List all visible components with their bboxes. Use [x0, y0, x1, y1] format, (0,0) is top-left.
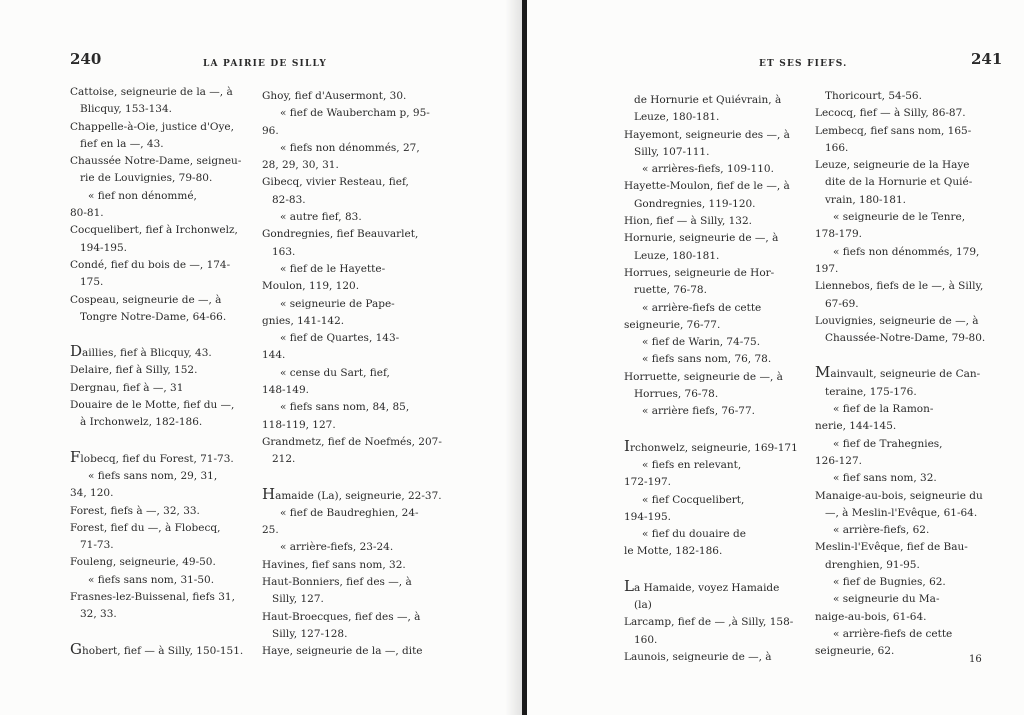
index-entry-continuation: 32, 33.: [80, 608, 117, 621]
index-entry: [815, 278, 995, 313]
index-entry-continuation: naige-au-bois, 61-64.: [815, 610, 927, 623]
gutter-shadow: [505, 0, 522, 715]
index-entry: [624, 230, 804, 265]
section-gap: [262, 469, 447, 486]
index-entry-continuation: ruette, 76-78.: [634, 284, 707, 297]
index-entry-text: Mainvault, seigneurie de Can-: [815, 363, 981, 382]
section-gap: [70, 432, 250, 449]
index-entry-text: « arrière fiefs, 76-77.: [642, 405, 755, 418]
index-entry-continuation: le Motte, 182-186.: [624, 545, 723, 558]
index-entry: [815, 88, 995, 105]
running-head-left: LA PAIRIE DE SILLY: [203, 59, 328, 69]
index-entry: [815, 436, 995, 471]
index-column-right-2: [815, 88, 995, 661]
index-entry-text: Daillies, fief à Blicquy, 43.: [70, 342, 212, 361]
index-entry: [624, 369, 804, 404]
index-entry-continuation: dite de la Hornurie et Quié-: [825, 176, 973, 189]
index-entry: [70, 362, 250, 379]
index-entry-text: Douaire de le Motte, fief du —,: [70, 399, 235, 412]
index-entry-text: « seigneurie de Pape-: [280, 297, 395, 310]
index-entry: [624, 300, 804, 335]
section-gap: [624, 561, 804, 578]
index-entry-text: Chaussée Notre-Dame, seigneu-: [70, 155, 242, 168]
index-entry-text: « fiefs sans nom, 31-50.: [88, 573, 215, 586]
index-entry-continuation: Gondregnies, 119-120.: [634, 197, 756, 210]
index-entry-continuation: 67-69.: [825, 297, 859, 310]
index-entry: [815, 401, 995, 436]
index-entry-continuation: 71-73.: [80, 539, 114, 552]
index-entry: [70, 589, 250, 624]
running-head-right: ET SES FIEFS.: [759, 59, 848, 69]
index-entry-text: « cense du Sart, fief,: [280, 366, 390, 379]
index-entry: [262, 539, 447, 556]
index-entry-text: Flobecq, fief du Forest, 71-73.: [70, 447, 234, 466]
index-entry: [815, 626, 995, 661]
index-entry-text: Delaire, fief à Silly, 152.: [70, 364, 198, 377]
index-entry-text: « fief de Warin, 74-75.: [642, 336, 761, 349]
index-entry-text: « fief sans nom, 32.: [833, 472, 937, 485]
index-entry: [70, 343, 250, 362]
index-entry-text: Cospeau, seigneurie de —, à: [70, 293, 222, 306]
index-entry: [815, 105, 995, 122]
index-entry: [815, 209, 995, 244]
index-entry-continuation: Chaussée-Notre-Dame, 79-80.: [825, 332, 986, 345]
index-entry-continuation: 34, 120.: [70, 487, 114, 500]
index-entry-text: « arrière-fiefs de cette: [642, 301, 762, 314]
index-entry-continuation: 212.: [272, 453, 296, 466]
index-entry-text: « fief de Bugnies, 62.: [833, 576, 946, 589]
index-entry-text: Ghobert, fief — à Silly, 150-151.: [70, 639, 244, 658]
index-entry-continuation: drenghien, 91-95.: [825, 558, 920, 571]
index-entry-text: Launois, seigneurie de —, à: [624, 650, 772, 663]
index-entry-text: « fiefs sans nom, 76, 78.: [642, 353, 772, 366]
index-entry: [262, 609, 447, 644]
index-entry: [815, 244, 995, 279]
index-entry-continuation: vrain, 180-181.: [825, 193, 906, 206]
index-entry-text: Haye, seigneurie de la —, dite: [262, 645, 423, 658]
index-entry-continuation: rie de Louvignies, 79-80.: [80, 172, 213, 185]
index-entry-text: Gibecq, vivier Resteau, fief,: [262, 176, 409, 189]
index-entry-text: « fiefs non dénommés, 27,: [280, 141, 420, 154]
index-entry: [815, 313, 995, 348]
index-entry-continuation: Tongre Notre-Dame, 64-66.: [80, 310, 227, 323]
index-entry: [262, 643, 447, 660]
index-entry-text: Forest, fiefs à —, 32, 33.: [70, 504, 200, 517]
index-column-left-2: [262, 88, 447, 661]
index-entry-continuation: Silly, 127-128.: [272, 627, 348, 640]
index-entry: [624, 213, 804, 230]
index-entry-text: Havines, fief sans nom, 32.: [262, 558, 406, 571]
section-gap: [624, 421, 804, 438]
index-entry: [70, 641, 250, 660]
index-entry-text: « fief de Quartes, 143-: [280, 332, 400, 345]
index-entry-text: Meslin-l'Evêque, fief de Bau-: [815, 541, 968, 554]
index-entry: [70, 153, 250, 188]
index-entry: [815, 123, 995, 158]
section-gap: [815, 347, 995, 364]
index-entry-continuation: nerie, 144-145.: [815, 420, 897, 433]
index-entry-continuation: 194-195.: [624, 510, 671, 523]
index-entry-text: Cocquelibert, fief à Irchonwelz,: [70, 224, 238, 237]
index-entry-text: « fief du douaire de: [642, 528, 746, 541]
index-entry: [624, 127, 804, 162]
index-column-right-1: [624, 92, 804, 666]
index-entry: [624, 614, 804, 649]
index-entry: [262, 226, 447, 261]
index-entry: [624, 403, 804, 420]
index-entry: [262, 296, 447, 331]
index-entry-text: « fief Cocquelibert,: [642, 493, 745, 506]
index-entry: [624, 457, 804, 492]
index-entry-continuation: 126-127.: [815, 454, 862, 467]
index-entry-text: Manaige-au-bois, seigneurie du: [815, 489, 983, 502]
index-entry-text: Thoricourt, 54-56.: [825, 90, 922, 102]
index-entry-text: Haut-Broecques, fief des —, à: [262, 610, 421, 623]
index-entry: [815, 470, 995, 487]
section-gap: [70, 326, 250, 343]
index-entry: [624, 438, 804, 457]
index-entry: [624, 578, 804, 615]
index-entry-text: Hornurie, seigneurie de —, à: [624, 232, 779, 245]
index-entry-continuation: 194-195.: [80, 241, 127, 254]
index-entry-continuation: seigneurie, 76-77.: [624, 318, 721, 331]
index-entry-continuation: 144.: [262, 349, 286, 362]
index-entry-continuation: Leuze, 180-181.: [634, 111, 720, 124]
index-entry-continuation: à Irchonwelz, 182-186.: [80, 416, 203, 429]
index-entry-text: « seigneurie du Ma-: [833, 593, 940, 606]
index-entry: [624, 649, 804, 666]
index-entry-text: Haut-Bonniers, fief des —, à: [262, 576, 412, 589]
index-entry-continuation: Blicquy, 153-134.: [80, 103, 172, 116]
index-entry-text: « arrière-fiefs, 23-24.: [280, 541, 394, 554]
index-entry-text: de Hornurie et Quiévrain, à: [634, 94, 782, 106]
index-entry: [262, 434, 447, 469]
index-entry-text: Lecocq, fief — à Silly, 86-87.: [815, 107, 966, 120]
index-entry-text: Leuze, seigneurie de la Haye: [815, 159, 970, 172]
index-entry: [624, 92, 804, 127]
index-entry-text: Irchonwelz, seigneurie, 169-171: [624, 436, 798, 455]
index-entry: [70, 84, 250, 119]
index-entry-text: Grandmetz, fief de Noefmés, 207-: [262, 435, 442, 448]
index-entry: [262, 140, 447, 175]
index-entry: [262, 209, 447, 226]
index-entry-text: Fouleng, seigneurie, 49-50.: [70, 556, 216, 569]
index-entry-continuation: fief en la —, 43.: [80, 137, 164, 150]
index-entry: [262, 105, 447, 140]
index-entry-text: La Hamaide, voyez Hamaide: [624, 576, 780, 595]
index-entry-text: « arrière-fiefs, 62.: [833, 524, 930, 537]
index-entry-continuation: 172-197.: [624, 476, 671, 489]
index-entry: [70, 380, 250, 397]
index-entry-text: Forest, fief du —, à Flobecq,: [70, 521, 221, 534]
index-entry: [70, 397, 250, 432]
right-page: [527, 0, 1024, 715]
index-entry-text: Horruette, seigneurie de —, à: [624, 370, 783, 383]
index-entry-continuation: teraine, 175-176.: [825, 385, 917, 398]
index-entry-continuation: Leuze, 180-181.: [634, 249, 720, 262]
index-entry: [262, 330, 447, 365]
index-entry-text: Larcamp, fief de — ,à Silly, 158-: [624, 616, 794, 629]
index-entry-continuation: gnies, 141-142.: [262, 314, 345, 327]
index-entry-text: Cattoise, seigneurie de la —, à: [70, 86, 233, 98]
index-entry: [262, 399, 447, 434]
section-gap: [70, 624, 250, 641]
index-entry: [262, 261, 447, 296]
index-entry-text: Hion, fief — à Silly, 132.: [624, 215, 753, 228]
signature-mark: 16: [969, 654, 982, 665]
index-entry-text: « fief de Trahegnies,: [833, 437, 943, 450]
index-entry: [624, 265, 804, 300]
index-entry: [624, 492, 804, 527]
index-entry-continuation: 96.: [262, 124, 279, 137]
index-entry: [624, 351, 804, 368]
index-entry-continuation: 28, 29, 30, 31.: [262, 159, 339, 172]
index-entry-continuation: 80-81.: [70, 207, 104, 220]
index-entry: [70, 292, 250, 327]
index-entry: [262, 174, 447, 209]
index-entry: [815, 522, 995, 539]
index-entry-text: Chappelle-à-Oie, justice d'Oye,: [70, 120, 234, 133]
index-entry-continuation: Silly, 127.: [272, 593, 324, 606]
index-entry: [262, 557, 447, 574]
index-entry-text: Ghoy, fief d'Ausermont, 30.: [262, 90, 407, 102]
index-entry: [70, 449, 250, 468]
index-entry-text: « fief de Waubercham p, 95-: [280, 107, 430, 120]
index-entry: [262, 574, 447, 609]
index-entry-text: Frasnes-lez-Buissenal, fiefs 31,: [70, 591, 235, 604]
index-entry: [70, 468, 250, 503]
index-entry-continuation: 166.: [825, 141, 849, 154]
index-entry: [70, 503, 250, 520]
index-entry: [815, 157, 995, 209]
index-entry-continuation: 118-119, 127.: [262, 418, 336, 431]
index-column-left-1: [70, 84, 250, 660]
index-entry-text: « fief de le Hayette-: [280, 262, 386, 275]
index-entry-text: Lembecq, fief sans nom, 165-: [815, 124, 972, 137]
index-entry-text: Horrues, seigneurie de Hor-: [624, 266, 775, 279]
index-entry-continuation: Horrues, 76-78.: [634, 388, 719, 401]
index-entry: [815, 574, 995, 591]
index-entry: [70, 119, 250, 154]
index-entry-text: « fiefs sans nom, 84, 85,: [280, 401, 410, 414]
index-entry-text: « fiefs en relevant,: [642, 458, 742, 471]
index-entry-text: « fief de Baudreghien, 24-: [280, 506, 419, 519]
index-entry: [262, 505, 447, 540]
index-entry-text: « seigneurie de le Tenre,: [833, 211, 966, 224]
index-entry: [624, 526, 804, 561]
index-entry-continuation: 163.: [272, 245, 296, 258]
index-entry: [70, 188, 250, 223]
index-entry-text: Condé, fief du bois de —, 174-: [70, 258, 231, 271]
index-entry: [70, 257, 250, 292]
index-entry-text: « arrière-fiefs de cette: [833, 627, 953, 640]
index-entry-text: « fiefs non dénommés, 179,: [833, 245, 980, 258]
index-entry: [815, 488, 995, 523]
index-entry-text: « arrières-fiefs, 109-110.: [642, 163, 774, 176]
index-entry-text: « fief non dénommé,: [88, 189, 197, 202]
index-entry: [70, 554, 250, 571]
index-entry: [262, 486, 447, 505]
index-entry-continuation: (la): [634, 599, 652, 612]
index-entry-text: Hayette-Moulon, fief de le —, à: [624, 180, 790, 193]
index-entry-text: Louvignies, seigneurie de —, à: [815, 314, 979, 327]
index-entry: [262, 365, 447, 400]
index-entry-continuation: 175.: [80, 276, 104, 289]
index-entry-continuation: 160.: [634, 633, 658, 646]
index-entry-text: « autre fief, 83.: [280, 211, 362, 224]
index-entry-continuation: seigneurie, 62.: [815, 645, 895, 658]
index-entry: [815, 539, 995, 574]
index-entry-continuation: —, à Meslin-l'Evêque, 61-64.: [825, 506, 978, 519]
index-entry: [262, 88, 447, 105]
page-number-right: 241: [971, 50, 1003, 68]
index-entry-text: Liennebos, fiefs de le —, à Silly,: [815, 280, 984, 293]
index-entry: [815, 591, 995, 626]
index-entry-continuation: 82-83.: [272, 193, 306, 206]
index-entry-text: « fief de la Ramon-: [833, 403, 934, 416]
index-entry: [70, 222, 250, 257]
index-entry: [70, 520, 250, 555]
index-entry-text: Hayemont, seigneurie des —, à: [624, 128, 790, 141]
index-entry-continuation: 178-179.: [815, 228, 862, 241]
index-entry-text: Gondregnies, fief Beauvarlet,: [262, 228, 419, 241]
index-entry: [624, 178, 804, 213]
index-entry: [815, 364, 995, 401]
index-entry-continuation: Silly, 107-111.: [634, 145, 710, 158]
index-entry-text: Hamaide (La), seigneurie, 22-37.: [262, 484, 442, 503]
index-entry: [70, 572, 250, 589]
index-entry: [624, 161, 804, 178]
index-entry-continuation: 148-149.: [262, 384, 309, 397]
index-entry-text: Dergnau, fief à —, 31: [70, 381, 184, 394]
index-entry-continuation: 25.: [262, 524, 279, 537]
index-entry-continuation: 197.: [815, 262, 839, 275]
page-number-left: 240: [70, 50, 102, 68]
index-entry-continuation: Moulon, 119, 120.: [262, 280, 360, 293]
index-entry: [624, 334, 804, 351]
index-entry-text: « fiefs sans nom, 29, 31,: [88, 469, 218, 482]
